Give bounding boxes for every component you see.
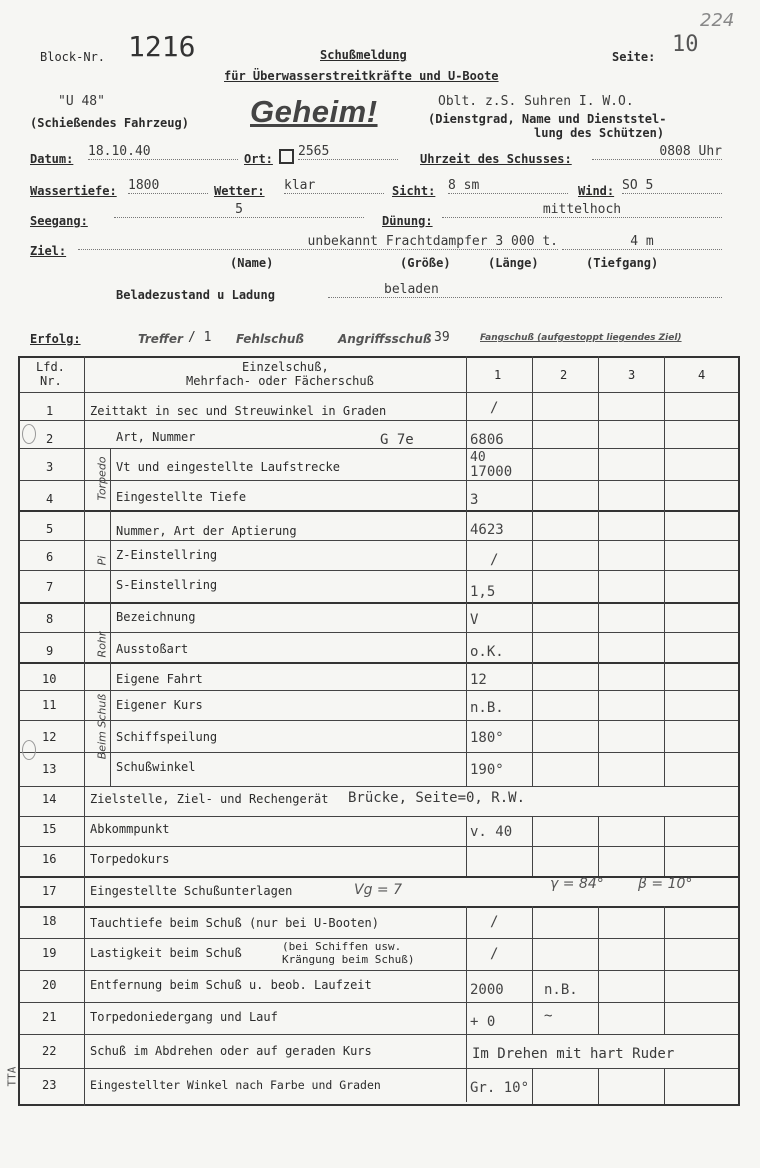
row-value-1: o.K. xyxy=(470,644,504,660)
row-nr: 16 xyxy=(42,852,57,866)
datum-value: 18.10.40 xyxy=(88,144,238,160)
ziel-value: unbekannt Frachtdampfer 3 000 t. xyxy=(78,234,558,250)
ziel-label: Ziel: xyxy=(30,244,67,258)
row-value-1: 3 xyxy=(470,492,479,508)
sicht-label: Sicht: xyxy=(392,184,436,198)
group-beim-schuss: Beim Schuß xyxy=(95,693,109,760)
head-col-1: 1 xyxy=(494,368,502,382)
wind-value: SO 5 xyxy=(622,178,722,194)
row-value-1: 180° xyxy=(470,730,504,746)
officer-value: Oblt. z.S. Suhren I. W.O. xyxy=(438,94,634,109)
officer-caption-1: (Dienstgrad, Name und Dienststel- xyxy=(428,112,667,126)
row-text: Eingestellte Tiefe xyxy=(116,490,247,504)
row-text: Ausstoßart xyxy=(116,642,189,656)
row-nr: 3 xyxy=(46,460,54,474)
row-value-1: 4623 xyxy=(470,522,504,538)
corner-note: 224 xyxy=(700,10,735,31)
row-text: Z-Einstellring xyxy=(116,548,218,562)
row-nr: 22 xyxy=(42,1044,57,1058)
group-torpedo: Torpedo xyxy=(95,456,109,501)
row-text: Abkommpunkt xyxy=(90,822,170,836)
row-nr: 7 xyxy=(46,580,54,594)
row-value-1: + 0 xyxy=(470,1014,496,1030)
row-nr: 10 xyxy=(42,672,57,686)
row-value-1: 1,5 xyxy=(470,584,496,600)
wind-label: Wind: xyxy=(578,184,615,198)
row-text: Entfernung beim Schuß u. beob. Laufzeit xyxy=(90,978,372,992)
row-value-1: Gr. 10° xyxy=(470,1080,530,1096)
row-value-1: 12 xyxy=(470,672,487,688)
row-nr: 18 xyxy=(42,914,57,928)
row-nr: 9 xyxy=(46,644,54,658)
ort-value: 2565 xyxy=(298,144,398,160)
row-text: Lastigkeit beim Schuß xyxy=(90,946,242,960)
form-subtitle: für Überwasserstreitkräfte und U-Boote xyxy=(224,69,499,83)
row-nr: 4 xyxy=(46,492,54,506)
row-value-1: 6806 xyxy=(470,432,504,448)
row-value-1: / xyxy=(490,914,499,930)
row-value-1: / xyxy=(490,552,499,568)
row-value-1: / xyxy=(490,946,499,962)
beladezustand-value: beladen xyxy=(328,282,722,298)
grid-square-icon xyxy=(279,149,294,164)
row-value-1: 190° xyxy=(470,762,504,778)
head-col-2: 2 xyxy=(560,368,568,382)
row-value-1: v. 40 xyxy=(470,824,513,840)
row-nr: 1 xyxy=(46,404,54,418)
ort-label: Ort: xyxy=(244,152,273,166)
row-nr: 5 xyxy=(46,522,54,536)
head-col-4: 4 xyxy=(698,368,706,382)
row-extra: G 7e xyxy=(380,432,414,448)
row-wide-value: Im Drehen mit hart Ruder xyxy=(472,1046,675,1062)
row-nr: 2 xyxy=(46,432,54,446)
head-desc-1: Einzelschuß, xyxy=(242,360,329,374)
punch-hole xyxy=(22,740,36,760)
row-nr: 15 xyxy=(42,822,57,836)
row-nr: 23 xyxy=(42,1078,57,1092)
duenung-value: mittelhoch xyxy=(442,202,722,218)
vessel-caption: (Schießendes Fahrzeug) xyxy=(30,116,189,130)
row-wide-value: Brücke, Seite=0, R.W. xyxy=(348,790,526,806)
row-text: Torpedoniedergang und Lauf xyxy=(90,1010,278,1024)
uhrzeit-label: Uhrzeit des Schusses: xyxy=(420,152,572,166)
wetter-label: Wetter: xyxy=(214,184,265,198)
row-value-2: n.B. xyxy=(544,982,578,998)
row-text: Eigener Kurs xyxy=(116,698,203,712)
row-value-1: n.B. xyxy=(470,700,504,716)
ziel-caption-laenge: (Länge) xyxy=(488,256,539,270)
row-text: Schuß im Abdrehen oder auf geraden Kurs xyxy=(90,1044,372,1058)
punch-hole xyxy=(22,424,36,444)
row-text: Eigene Fahrt xyxy=(116,672,203,686)
row-text: Bezeichnung xyxy=(116,610,196,624)
erfolg-angriff: Angriffsschuß xyxy=(338,332,432,346)
row-wide-c: β = 10° xyxy=(638,876,693,892)
head-nr-1: Lfd. xyxy=(36,360,65,374)
row-value-1b: 17000 xyxy=(470,464,513,480)
page-value: 10 xyxy=(672,32,699,57)
row-nr: 14 xyxy=(42,792,57,806)
group-pi: Pi xyxy=(95,555,109,566)
block-number: 1216 xyxy=(128,30,196,63)
uhrzeit-value: 0808 Uhr xyxy=(592,144,722,160)
form-title: Schußmeldung xyxy=(320,48,407,62)
block-label: Block-Nr. xyxy=(40,50,106,64)
row-nr: 20 xyxy=(42,978,57,992)
row-text: S-Einstellring xyxy=(116,578,218,592)
row-text: Zeittakt in sec und Streuwinkel in Graden xyxy=(90,404,387,418)
wetter-value: klar xyxy=(284,178,384,194)
erfolg-fangschuss: Fangschuß (aufgestoppt liegendes Ziel) xyxy=(480,333,682,343)
row-value-2: ~ xyxy=(544,1008,553,1024)
row-text: Vt und eingestellte Laufstrecke xyxy=(116,460,340,474)
row-text: Eingestellte Schußunterlagen xyxy=(90,884,293,898)
row-nr: 11 xyxy=(42,698,57,712)
row-value-1: 40 xyxy=(470,450,486,465)
row-text: Zielstelle, Ziel- und Rechengerät xyxy=(90,792,329,806)
sicht-value: 8 sm xyxy=(448,178,568,194)
vessel-value: "U 48" xyxy=(58,94,105,109)
duenung-label: Dünung: xyxy=(382,214,433,228)
row-wide-b: γ = 84° xyxy=(550,876,604,892)
shot-table xyxy=(18,356,740,1106)
erfolg-label: Erfolg: xyxy=(30,332,81,346)
row-text: Schiffspeilung xyxy=(116,730,218,744)
ziel-caption-groesse: (Größe) xyxy=(400,256,451,270)
row-text: Tauchtiefe beim Schuß (nur bei U-Booten) xyxy=(90,916,379,930)
wassertiefe-label: Wassertiefe: xyxy=(30,184,117,198)
row-nr: 8 xyxy=(46,612,54,626)
row-nr: 19 xyxy=(42,946,57,960)
row-text-c: Krängung beim Schuß) xyxy=(282,953,415,966)
head-nr-2: Nr. xyxy=(40,374,62,388)
row-text: Art, Nummer xyxy=(116,430,196,444)
row-nr: 12 xyxy=(42,730,57,744)
ziel-caption-name: (Name) xyxy=(230,256,274,270)
row-value-1: V xyxy=(470,612,479,628)
seegang-value: 5 xyxy=(114,202,364,218)
erfolg-angriff-value: 39 xyxy=(434,330,450,345)
row-text: Torpedokurs xyxy=(90,852,170,866)
secret-stamp: Geheim! xyxy=(250,94,378,129)
erfolg-treffer-value: / 1 xyxy=(188,330,212,345)
head-desc-2: Mehrfach- oder Fächerschuß xyxy=(186,374,374,388)
datum-label: Datum: xyxy=(30,152,74,166)
row-nr: 17 xyxy=(42,884,57,898)
group-rohr: Rohr xyxy=(95,631,109,658)
row-nr: 13 xyxy=(42,762,57,776)
row-nr: 21 xyxy=(42,1010,57,1024)
row-wide-a: Vg = 7 xyxy=(354,882,403,898)
row-value-1: 2000 xyxy=(470,982,504,998)
row-text: Schußwinkel xyxy=(116,760,196,774)
torpedo-report-form xyxy=(18,10,740,1130)
ziel-caption-tiefgang: (Tiefgang) xyxy=(586,256,659,270)
row-text: Nummer, Art der Aptierung xyxy=(116,524,297,538)
ziel-tiefgang-value: 4 m xyxy=(562,234,722,250)
row-value-1: / xyxy=(490,400,499,416)
erfolg-treffer: Treffer xyxy=(138,332,183,346)
margin-note: TTA xyxy=(5,1066,19,1087)
officer-caption-2: lung des Schützen) xyxy=(534,126,665,140)
seegang-label: Seegang: xyxy=(30,214,88,228)
page-label: Seite: xyxy=(612,50,656,64)
row-text: Eingestellter Winkel nach Farbe und Graden xyxy=(90,1078,381,1092)
head-col-3: 3 xyxy=(628,368,636,382)
beladezustand-label: Beladezustand u Ladung xyxy=(116,288,275,302)
row-nr: 6 xyxy=(46,550,54,564)
wassertiefe-value: 1800 xyxy=(128,178,208,194)
erfolg-fehlschuss: Fehlschuß xyxy=(236,332,305,346)
row-text-b: (bei Schiffen usw. xyxy=(282,940,402,953)
